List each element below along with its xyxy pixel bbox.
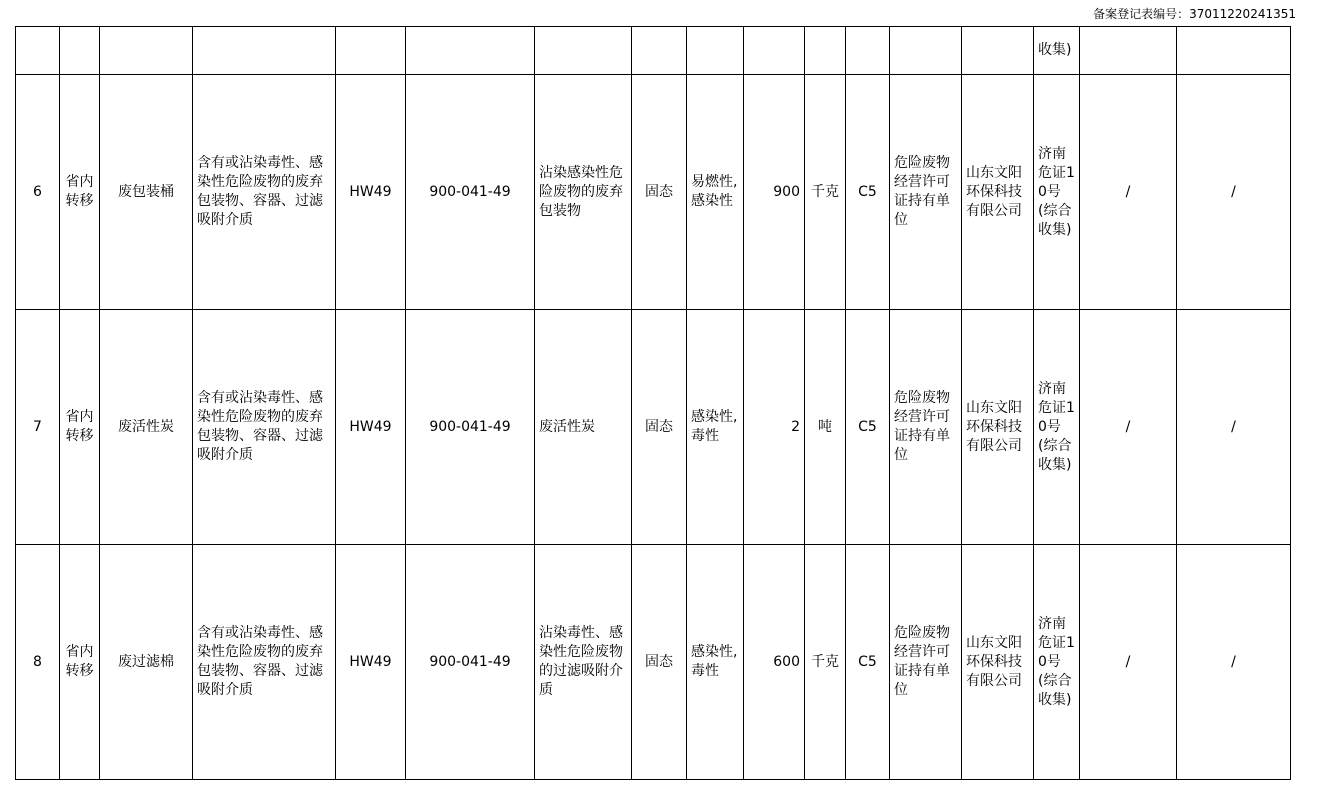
column-a-value: / (1080, 545, 1177, 780)
grade: C5 (846, 310, 890, 545)
waste-code: 900-041-49 (406, 75, 535, 310)
record-number: 备案登记表编号：37011220241351 (1093, 7, 1296, 21)
waste-category: HW49 (336, 75, 406, 310)
hazard-property: 感染性,毒性 (687, 545, 744, 780)
column-b-value: / (1177, 545, 1291, 780)
waste-form: 固态 (632, 310, 687, 545)
hazard-property: 感染性,毒性 (687, 310, 744, 545)
waste-name: 废活性炭 (100, 310, 193, 545)
table-row (16, 75, 1291, 310)
transfer-type: 省内转移 (60, 75, 100, 310)
column-b-value: / (1177, 75, 1291, 310)
waste-name: 废包装桶 (100, 75, 193, 310)
waste-composition: 沾染感染性危险废物的废弃包装物 (535, 75, 632, 310)
receiver-name: 山东文阳环保科技有限公司 (962, 545, 1034, 780)
transfer-type: 省内转移 (60, 310, 100, 545)
receiver-name: 山东文阳环保科技有限公司 (962, 75, 1034, 310)
row-number: 6 (16, 75, 60, 310)
transfer-type: 省内转移 (60, 545, 100, 780)
receiver-type: 危险废物经营许可证持有单位 (890, 75, 962, 310)
cert-cell: 济南危证10号(综合收集) (1034, 75, 1080, 310)
waste-form: 固态 (632, 75, 687, 310)
waste-source: 含有或沾染毒性、感染性危险废物的废弃包装物、容器、过滤吸附介质 (193, 75, 336, 310)
unit: 千克 (805, 75, 846, 310)
grade: C5 (846, 75, 890, 310)
table-row (16, 545, 1291, 780)
quantity: 900 (744, 75, 805, 310)
quantity: 2 (744, 310, 805, 545)
table-row (16, 310, 1291, 545)
receiver-type: 危险废物经营许可证持有单位 (890, 545, 962, 780)
unit: 吨 (805, 310, 846, 545)
unit: 千克 (805, 545, 846, 780)
column-b-value: / (1177, 310, 1291, 545)
waste-name: 废过滤棉 (100, 545, 193, 780)
table-row-continued (16, 27, 1291, 75)
cert-cell: 济南危证10号(综合收集) (1034, 310, 1080, 545)
waste-category: HW49 (336, 545, 406, 780)
column-a-value: / (1080, 75, 1177, 310)
receiver-name: 山东文阳环保科技有限公司 (962, 310, 1034, 545)
hazardous-waste-table (15, 26, 1291, 780)
waste-code: 900-041-49 (406, 545, 535, 780)
receiver-type: 危险废物经营许可证持有单位 (890, 310, 962, 545)
row-number: 7 (16, 310, 60, 545)
hazard-property: 易燃性,感染性 (687, 75, 744, 310)
waste-composition: 废活性炭 (535, 310, 632, 545)
waste-composition: 沾染毒性、感染性危险废物的过滤吸附介质 (535, 545, 632, 780)
column-a-value: / (1080, 310, 1177, 545)
row-number: 8 (16, 545, 60, 780)
waste-category: HW49 (336, 310, 406, 545)
cert-cell: 济南危证10号(综合收集) (1034, 545, 1080, 780)
waste-source: 含有或沾染毒性、感染性危险废物的废弃包装物、容器、过滤吸附介质 (193, 310, 336, 545)
waste-form: 固态 (632, 545, 687, 780)
grade: C5 (846, 545, 890, 780)
waste-code: 900-041-49 (406, 310, 535, 545)
quantity: 600 (744, 545, 805, 780)
waste-source: 含有或沾染毒性、感染性危险废物的废弃包装物、容器、过滤吸附介质 (193, 545, 336, 780)
cert-cell: 收集) (1034, 27, 1080, 75)
